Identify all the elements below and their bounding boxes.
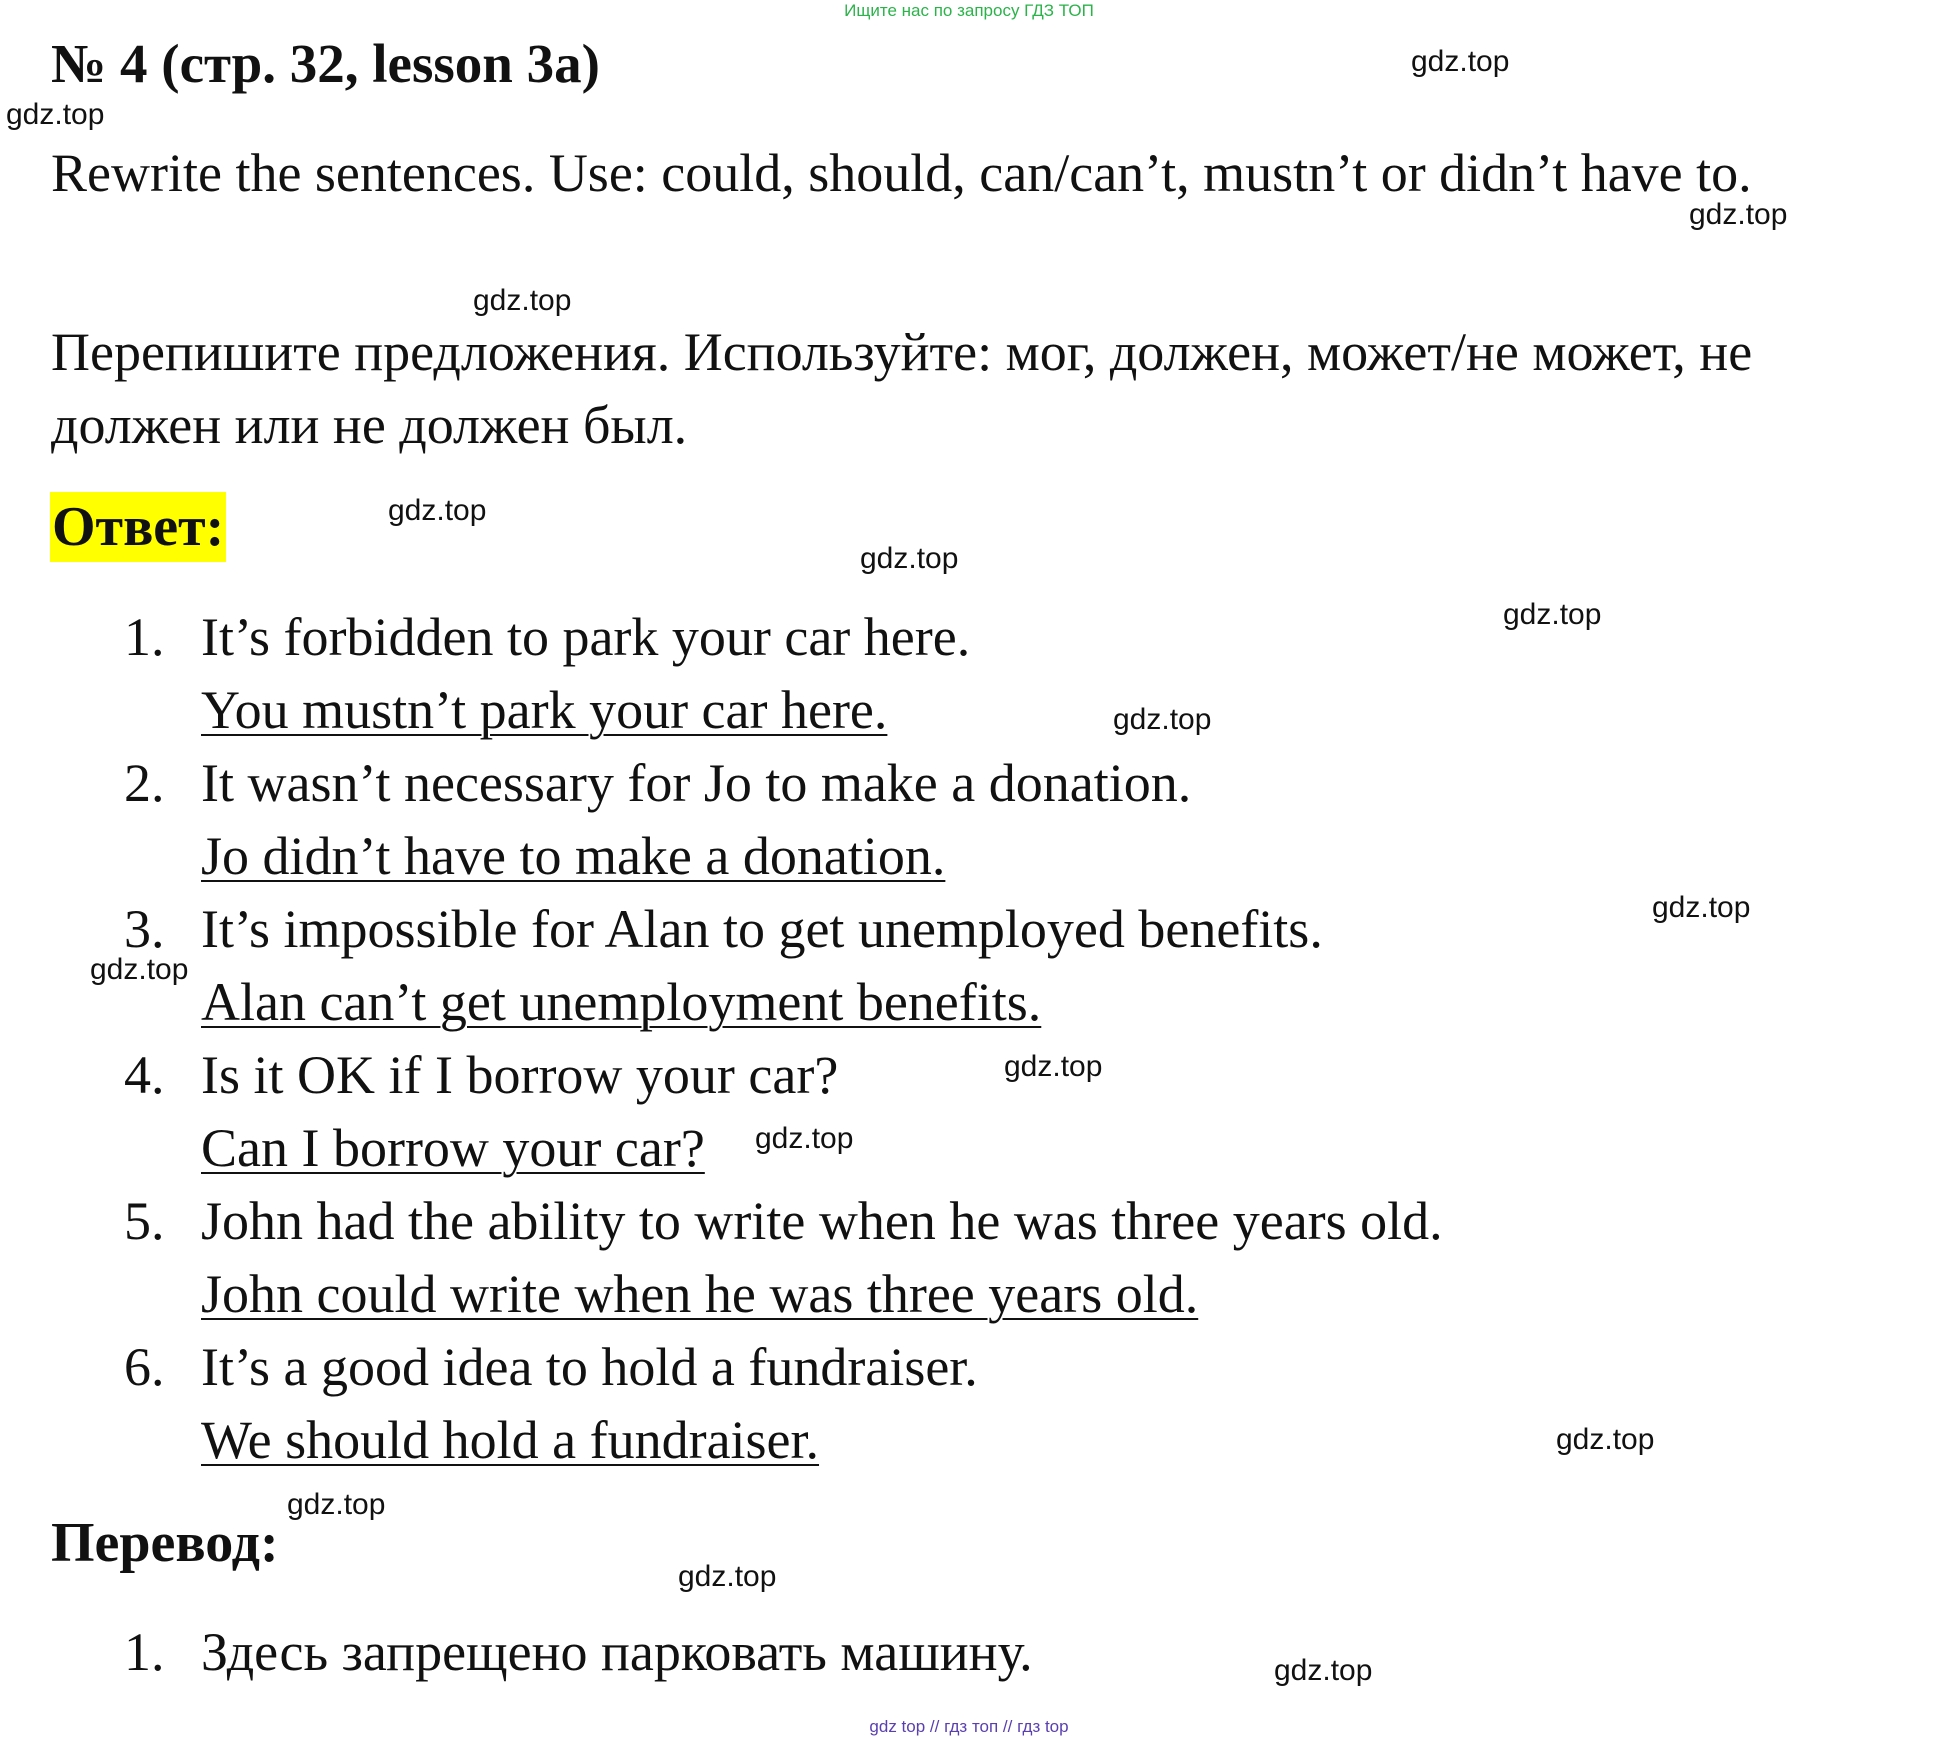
watermark: gdz.top	[287, 1488, 386, 1521]
instruction-english: Rewrite the sentences. Use: could, should, can/can’t, mustn’t or didn’t have to.	[51, 143, 1752, 203]
item-sentence: It’s impossible for Alan to get unemployed benefits.	[201, 899, 1323, 959]
translation-label: Перевод:	[51, 1512, 279, 1574]
watermark: gdz.top	[860, 542, 959, 575]
watermark: gdz.top	[6, 98, 105, 131]
top-banner: Ищите нас по запросу ГДЗ ТОП	[844, 1, 1094, 20]
watermark: gdz.top	[388, 494, 487, 527]
item-sentence: It’s a good idea to hold a fundraiser.	[201, 1337, 978, 1397]
item-sentence: It wasn’t necessary for Jo to make a donation.	[201, 753, 1192, 813]
item-number: 5.	[124, 1191, 165, 1251]
item-answer: Jo didn’t have to make a donation.	[201, 826, 946, 886]
watermark: gdz.top	[1113, 703, 1212, 736]
item-answer: Can I borrow your car?	[201, 1118, 705, 1178]
item-number: 2.	[124, 753, 165, 813]
item-sentence: Is it OK if I borrow your car?	[201, 1045, 839, 1105]
item-answer: Alan can’t get unemployment benefits.	[201, 972, 1042, 1032]
watermark: gdz.top	[90, 953, 189, 986]
footer-links: gdz top // гдз топ // гдз top	[869, 1717, 1069, 1736]
watermark: gdz.top	[1411, 45, 1510, 78]
item-sentence: John had the ability to write when he was three years old.	[201, 1191, 1443, 1251]
watermark: gdz.top	[1556, 1423, 1655, 1456]
watermark: gdz.top	[1274, 1654, 1373, 1687]
item-number: 4.	[124, 1045, 165, 1105]
item-answer: John could write when he was three years old.	[201, 1264, 1199, 1324]
item-answer: We should hold a fundraiser.	[201, 1410, 820, 1470]
item-number: 6.	[124, 1337, 165, 1397]
exercise-title: № 4 (стр. 32, lesson 3a)	[51, 33, 600, 94]
instruction-russian: Перепишите предложения. Используйте: мог, должен, может/не может, не должен или не должен был.	[51, 322, 1753, 455]
watermark: gdz.top	[473, 284, 572, 317]
watermark: gdz.top	[1004, 1050, 1103, 1083]
watermark: gdz.top	[1503, 598, 1602, 631]
item-sentence: It’s forbidden to park your car here.	[201, 607, 971, 667]
translation-text: Здесь запрещено парковать машину.	[201, 1622, 1033, 1682]
watermark: gdz.top	[1689, 198, 1788, 231]
answer-label: Ответ:	[50, 492, 226, 562]
watermark: gdz.top	[678, 1560, 777, 1593]
translation-number: 1.	[124, 1622, 165, 1682]
item-number: 3.	[124, 899, 165, 959]
watermark: gdz.top	[755, 1122, 854, 1155]
watermark: gdz.top	[1652, 891, 1751, 924]
item-number: 1.	[124, 607, 165, 667]
item-answer: You mustn’t park your car here.	[201, 680, 888, 740]
